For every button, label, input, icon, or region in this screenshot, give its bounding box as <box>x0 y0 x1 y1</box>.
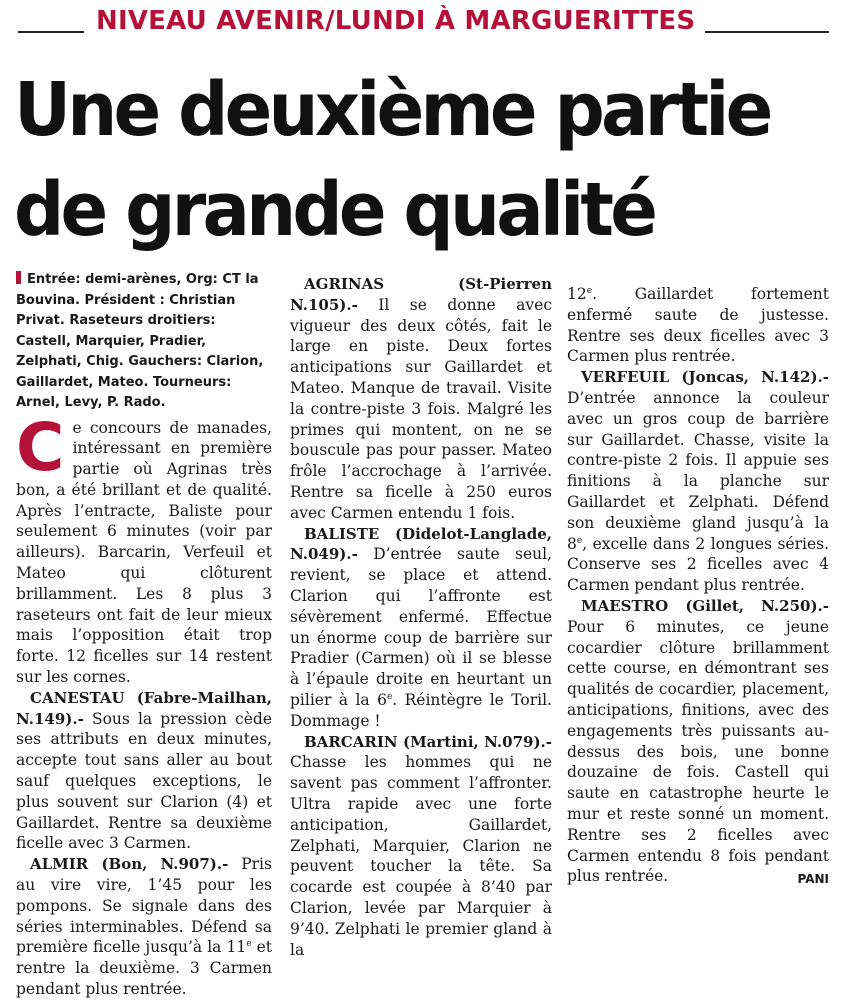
ordinal-sup: e <box>246 939 252 950</box>
info-text: Entrée: demi-arènes, Org: CT la Bouvina. Président : Christian Privat. Raseteurs droitiers: Castell, Marquier, Pradier, Zelphati, Chig. Gauchers: Clarion, Gaillardet, Mateo. Tourneurs: Arnel, Levy, P. Rado. <box>16 272 264 410</box>
bull-name: MAESTRO (Gillet, N.250).- <box>581 596 829 615</box>
kicker-rule-left <box>18 31 84 33</box>
bull-text-cont: . Réintègre le Toril. Dommage ! <box>290 690 552 730</box>
ordinal-sup: e <box>386 691 393 702</box>
info-marker <box>16 271 21 284</box>
column-1 <box>16 270 272 1000</box>
info-box <box>16 270 272 414</box>
headline <box>14 60 769 260</box>
headline-line-1: Une deuxième partie <box>14 67 770 153</box>
kicker: NIVEAU AVENIR/LUNDI À MARGUERITTES <box>96 6 696 36</box>
continued-paragraph <box>567 284 829 367</box>
bull-text: Il se donne avec vigueur des deux côtés, fait le large en piste. Deux fortes anticipations sur Gaillardet et Mateo. Manque de travail. Visite la contre-piste 3 fois. Malgré les primes qui montent, on ne se bouscule pas pour passer. Mateo frôle l’accrochage à l’arrivée. Rentre sa ficelle à 250 euros avec Carmen entendu 1 fois. <box>290 295 553 522</box>
bull-name: VERFEUIL (Joncas, N.142).- <box>581 368 829 387</box>
author-signature: PANI <box>797 872 829 887</box>
bull-paragraph <box>290 732 552 961</box>
bull-paragraph <box>567 596 829 887</box>
bull-name: BALISTE (Didelot-Langlade, N.049).- <box>290 524 552 564</box>
bull-name: ALMIR (Bon, N.907).- <box>30 855 229 874</box>
bull-text: Chasse les hommes qui ne savent pas comment l’affronter. Ultra rapide avec une forte anticipation, Gaillardet, Zelphati, Marquier, Clarion ne peuvent toucher la tête. Sa cocarde est coupée à 8’40 par Clarion, levée par Marquier à 9’40. Zelphati le premier gland à la <box>290 753 552 959</box>
bull-paragraph <box>567 367 829 596</box>
bull-paragraph <box>16 854 272 1000</box>
bull-paragraph <box>290 524 552 732</box>
bull-name: BARCARIN (Martini, N.079).- <box>304 732 552 751</box>
bull-name: CANESTAU (Fabre-Mailhan, N.149).- <box>16 688 272 728</box>
bull-paragraph <box>16 688 272 854</box>
bull-text: D’entrée saute seul, revient, se place et attend. Clarion qui l’affronte est sévèrement enfermé. Effectue un énorme coup de barrière sur Pradier (Carmen) où il se blesse à l’épaule droite en heurtant un pilier à la 6 <box>290 545 552 709</box>
headline-line-2: de grande qualité <box>14 167 655 253</box>
intro-text: e concours de manades, intéressant en première partie où Agrinas très bon, a été brillant et de qualité. Après l’entracte, Baliste pour seulement 6 minutes (voir par ailleurs). Barcarin, Verfeuil et Mateo qui clôturent brillamment. Les 8 plus 3 raseteurs ont fait de leur mieux mais l’opposition était trop forte. 12 ficelles sur 14 restent sur les cornes. <box>16 418 272 687</box>
drop-cap: C <box>16 408 65 486</box>
continued-number: 12 <box>567 285 587 303</box>
ordinal-sup: e <box>586 285 593 296</box>
bull-paragraph <box>290 274 552 524</box>
bull-text: Sous la pression cède ses attributs en deux minutes, accepte tout sans aller au bout sauf quelques exceptions, le plus souvent sur Clarion (4) et Gaillardet. Rentre sa deuxième ficelle avec 3 Carmen. <box>16 709 272 853</box>
bull-text: Pris au vire vire, 1’45 pour les pompons. Se signale dans des séries interminables. Défend sa première ficelle jusqu’à la 11 <box>16 855 272 957</box>
bull-name: AGRINAS (St-Pierren N.105).- <box>290 275 552 314</box>
bull-text-cont: et rentre la deuxième. 3 Carmen pendant plus rentrée. <box>16 938 272 999</box>
column-3 <box>567 284 829 890</box>
column-2 <box>290 274 552 960</box>
kicker-rule-right <box>705 31 829 33</box>
bull-text-cont: , excelle dans 2 longues séries. Conserve ses 2 ficelles avec 4 Carmen pendant plus rentrée. <box>567 534 829 595</box>
kicker-row <box>0 4 849 40</box>
continued-text: . Gaillardet fortement enfermé saute de justesse. Rentre ses deux ficelles avec 3 Carmen plus rentrée. <box>567 285 829 366</box>
bull-text: D’entrée annonce la couleur avec un gros coup de barrière sur Gaillardet. Chasse, visite la contre-piste 2 fois. Il appuie ses finitions à la planche sur Gaillardet et Zelphati. Défend son deuxième gland jusqu’à la 8 <box>567 388 829 553</box>
bull-text: Pour 6 minutes, ce jeune cocardier clôture brillamment cette course, en démontrant ses qualités de cocardier, placement, anticipations, finitions, avec des engagements très puissants au-dessus des bois, une bonne douzaine de fois. Castell qui saute en catastrophe heurte le mur et reste sonné un moment. Rentre ses 2 ficelles avec Carmen entendu 8 fois pendant plus rentrée. <box>567 617 829 886</box>
intro-paragraph <box>16 408 272 688</box>
ordinal-sup: e <box>576 535 583 546</box>
